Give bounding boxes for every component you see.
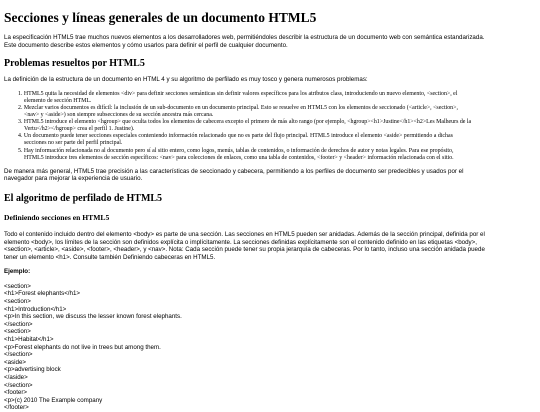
code-line: <footer>	[4, 389, 28, 397]
list-item: 4. Un documento puede tener secciones especiales conteniendo información relacionado que no es parte del flujo principal. HTML5 introduce el elemento <aside> permitiendo a dichas secciones no ser parte del perfil principal.	[18, 133, 453, 147]
problems-closing	[4, 168, 536, 183]
intro-line: Este documento describe estos elementos y cómo usarlos para definir el perfil de cualquier documento.	[4, 41, 288, 49]
code-line: <p>In this section, we discuss the lesser known forest elephants.	[4, 313, 182, 321]
paragraph-line: tener un elemento <h1>. Consulte también Definiendo cabeceras en HTML5.	[4, 253, 216, 261]
code-line: </aside>	[4, 374, 28, 381]
code-line: <p>advertising block	[4, 366, 61, 374]
code-line: <h1>Forest elephants</h1>	[4, 290, 81, 298]
intro-line: La especificación HTML5 trae muchos nuevos elementos a los desarrolladores web, permitiéndoles describir la estructura de un documento web con semántica estandarizada.	[4, 34, 485, 41]
section-heading-algorithm: El algoritmo de perfilado de HTML5	[4, 192, 163, 204]
subheading-defining-sections: Definiendo secciones en HTML5	[4, 212, 110, 222]
list-item: 3. HTML5 introduce el elemento <hgroup> que oculta todos los elementos de cabecera excepto el primero de más alto rango (por ejemplo, <hgroup><h1>Justine</h1><h2>Les Malheurs de la Vertu</h2></hgroup> crea el perfil 1. Justine).	[18, 119, 472, 133]
code-line: </section>	[4, 320, 33, 328]
problems-list	[4, 91, 536, 162]
intro-paragraph	[4, 34, 536, 49]
code-line: <h1>Introduction</h1>	[4, 305, 67, 313]
section-heading-problems: Problemas resueltos por HTML5	[4, 58, 145, 70]
closing-line: navegador para mejorar la experiencia de usuario.	[4, 175, 143, 183]
list-item: 2. Mezclar varios documentos es difícil: la inclusión de un sub-documento en un documento principal. Esto se resuelve en HTML5 con los elementos de seccionado (<article>, <section>, <nav> y <aside>) son siempre subsecciones de su sección ancestra más cercana.	[18, 104, 458, 119]
list-item: 1. HTML5 quita la necesidad de elementos <div> para definir secciones semánticas sin definir valores específicos para los atributos class, introduciendo un nuevo elemento, <section>, el elemento de sección HTML.	[18, 90, 458, 104]
algorithm-paragraph	[4, 231, 536, 261]
code-line: <section>	[4, 282, 31, 290]
list-item: 5. Hay información relacionada no al documento pero sí al sitio entero, como logos, menús, tablas de contenidos, o información de derechos de autor y notas legales. Para ese propósito, HTML5 introduce tres elementos de sección específicos: <nav> para colecciones de enlaces, como una tabla de contenidos, <footer> y <header> información relacionada con el sitio.	[18, 147, 454, 161]
document	[4, 0, 536, 412]
problems-lead: La definición de la estructura de un documento en HTML 4 y su algoritmo de perfilado es muy tosco y genera numerosos problemas:	[4, 76, 368, 84]
page-title: Secciones y líneas generales de un documento HTML5	[4, 10, 317, 25]
code-line: </section>	[4, 381, 33, 389]
code-line: <section>	[4, 328, 31, 336]
code-line: <aside>	[4, 358, 27, 366]
paragraph-line: elemento <body>, los límites de la sección son definidos explícita o implícitamente. La secciones definidas explícitamente son el contenido definido en las etiquetas <body>,	[4, 238, 477, 246]
paragraph-line: <section>, <article>, <aside>, <footer>, <header>, y <nav>. Nota: Cada sección puede tener su propia jerarquía de cabeceras. Por lo tanto, incluso una sección anidada puede	[4, 246, 485, 254]
code-line: <section>	[4, 298, 31, 306]
closing-line: De manera más general, HTML5 trae precisión a las características de seccionado y cabecera, permitiendo a los perfiles de documento ser predecibles y usados por el	[4, 167, 464, 175]
code-line: <h1>Habitat</h1>	[4, 336, 54, 344]
code-line: </footer>	[4, 404, 29, 412]
paragraph-line: Todo el contenido incluido dentro del elemento <body> es parte de una sección. Las secciones en HTML5 pueden ser anidadas. Además de la sección principal, definida por el	[4, 230, 485, 238]
code-line: <p>Forest elephants do not live in trees but among them.	[4, 343, 161, 351]
code-example	[4, 283, 536, 412]
code-line: <p>(c) 2010 The Example company	[4, 396, 103, 404]
example-label: Ejemplo:	[4, 268, 31, 276]
code-line: </section>	[4, 351, 33, 359]
